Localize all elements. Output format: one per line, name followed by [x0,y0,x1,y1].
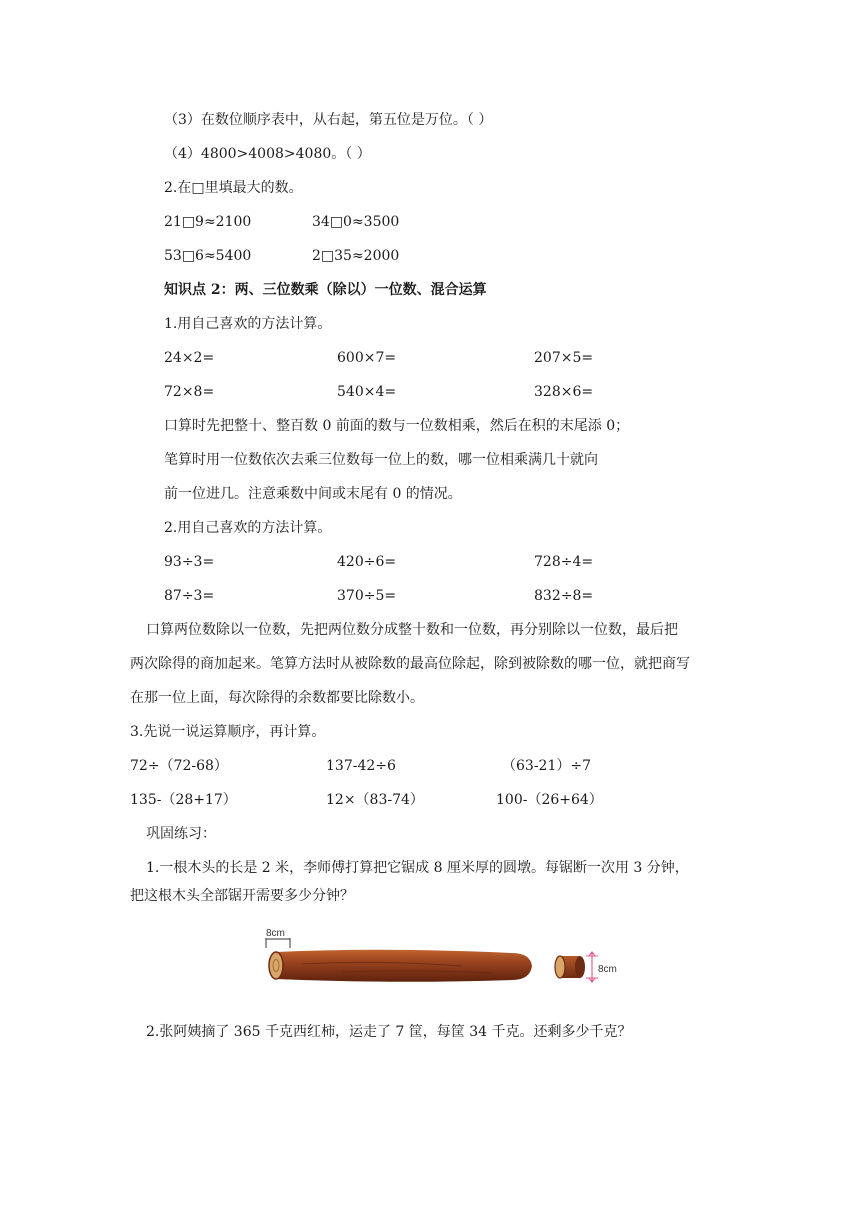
word-problem-1: 1.一根木头的长是 2 米，李师傅打算把它锯成 8 厘米厚的圆墩。每锯断一次用 3 分钟， [146,860,689,876]
calc-item: 600×7= [337,350,397,366]
calc-question-title: 2.用自己喜欢的方法计算。 [164,520,332,536]
order-question-title: 3.先说一说运算顺序，再计算。 [130,724,326,740]
fill-item: 21□9≈2100 [164,214,252,230]
mixed-op-item: （63-21）÷7 [502,758,591,774]
thickness-bracket [266,938,290,948]
method-note: 两次除得的商加起来。笔算方法时从被除数的最高位除起，除到被除数的哪一位，就把商写 [130,656,690,672]
calc-item: 87÷3= [164,588,215,604]
method-note: 在那一位上面，每次除得的余数都要比除数小。 [130,690,424,706]
log-body [269,950,532,982]
practice-heading: 巩固练习： [146,826,216,842]
judge-item-4: （4）4800>4008>4080。（ ） [164,146,371,162]
fill-item: 34□0≈3500 [312,214,400,230]
calc-item: 328×6= [534,384,594,400]
fill-item: 53□6≈5400 [164,248,252,264]
slice-height-arrow [586,952,598,982]
word-problem-2: 2.张阿姨摘了 365 千克西红柿，运走了 7 筐，每筐 34 千克。还剩多少千克？ [146,1024,632,1040]
calc-item: 93÷3= [164,554,215,570]
log-slice [555,956,585,978]
thickness-label-top: 8cm [266,928,285,939]
calc-item: 24×2= [164,350,215,366]
calc-item: 728÷4= [534,554,594,570]
section-heading: 知识点 2：两、三位数乘（除以）一位数、混合运算 [164,282,487,298]
calc-item: 72×8= [164,384,215,400]
calc-question-title: 1.用自己喜欢的方法计算。 [164,316,332,332]
method-note: 口算两位数除以一位数，先把两位数分成整十数和一位数，再分别除以一位数，最后把 [146,622,678,638]
mixed-op-item: 100-（26+64） [496,792,603,808]
calc-item: 420÷6= [337,554,397,570]
calc-item: 540×4= [337,384,397,400]
calc-item: 207×5= [534,350,594,366]
fill-question-title: 2.在□里填最大的数。 [164,180,303,196]
word-problem-1: 把这根木头全部锯开需要多少分钟？ [130,888,354,904]
thickness-label-side: 8cm [598,964,617,975]
mixed-op-item: 135-（28+17） [130,792,237,808]
mixed-op-item: 12×（83-74） [326,792,424,808]
fill-item: 2□35≈2000 [312,248,400,264]
method-note: 笔算时用一位数依次去乘三位数每一位上的数，哪一位相乘满几十就向 [164,452,598,468]
mixed-op-item: 72÷（72-68） [130,758,228,774]
judge-item-3: （3）在数位顺序表中，从右起，第五位是万位。（ ） [164,112,493,128]
method-note: 前一位进几。注意乘数中间或末尾有 0 的情况。 [164,486,462,502]
mixed-op-item: 137-42÷6 [326,758,396,774]
method-note: 口算时先把整十、整百数 0 前面的数与一位数相乘，然后在积的末尾添 0； [164,418,630,434]
log-illustration [262,922,634,996]
calc-item: 832÷8= [534,588,594,604]
calc-item: 370÷5= [337,588,397,604]
